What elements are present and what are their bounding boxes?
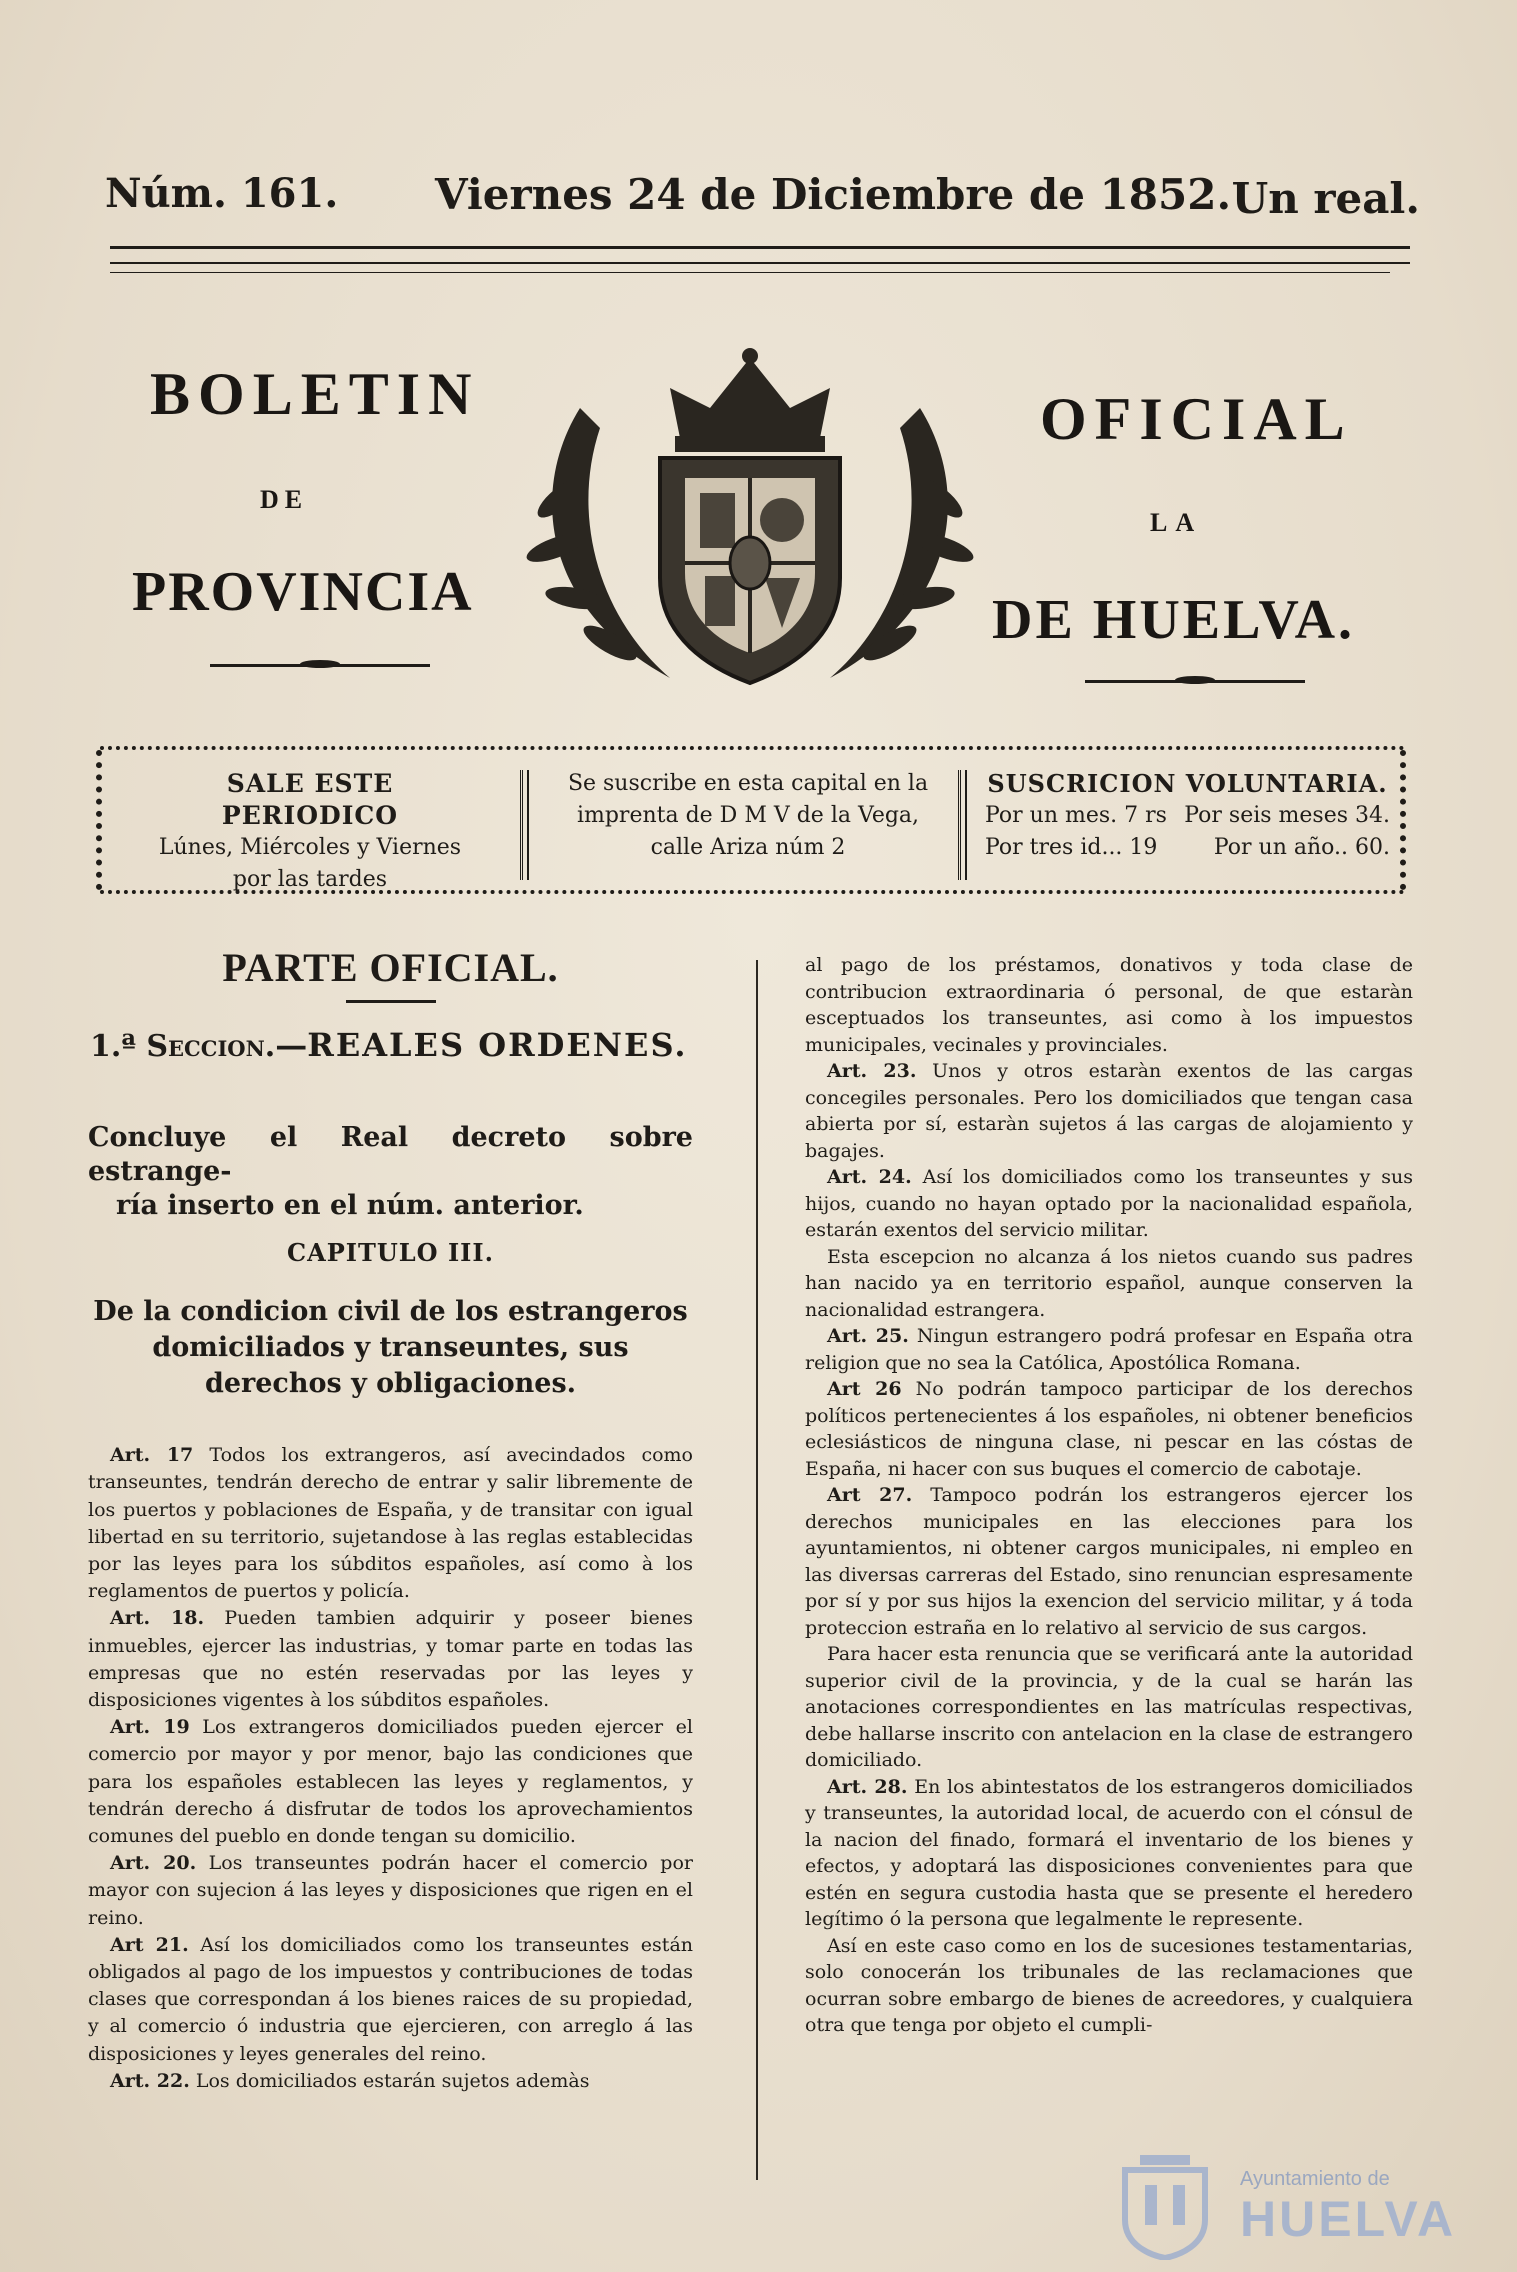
article-21	[88, 1932, 693, 2068]
article-17	[88, 1442, 693, 1605]
article-22	[88, 2068, 693, 2095]
article-20	[88, 1850, 693, 1932]
masthead-line	[105, 170, 1420, 230]
article-text: Pueden tambien adquirir y poseer bienes inmuebles, ejercer las industrias, y tomar parte en todas las empresas que no estén reservadas por las leyes y disposiciones vigentes à los súbditos españoles.	[88, 1607, 693, 1712]
article-label: Art. 18.	[110, 1607, 205, 1630]
article-24-paragraph: Esta escepcion no alcanza á los nietos cuando sus padres han nacido ya en territorio español, aunque conserven la nacionalidad estrangera.	[805, 1245, 1413, 1321]
info-box-separator	[520, 770, 529, 880]
article-19	[88, 1714, 693, 1850]
section-heading-reales-ordenes	[88, 1025, 693, 1067]
prices-row	[985, 800, 1390, 832]
article-text: Así los domiciliados como los transeuntes están obligados al pago de los impuestos y contribuciones de todas clases que correspondan á los bienes raices de su propiedad, y al comercio ó industria que ejercieren, con arreglo á las disposiciones y leyes generales del reino.	[88, 1933, 694, 2065]
article-text: Todos los extrangeros, así avecindados como transeuntes, tendrán derecho de entrar y salir libremente de los puertos y poblaciones de España, y de transitar con igual libertad en su territorio, sujetandose à las reglas establecidas por las leyes para los súbditos españoles, así como à los reglamentos de puertos y policía.	[88, 1444, 693, 1603]
royal-coat-of-arms-icon	[520, 348, 980, 698]
reales-ordenes-label: REALES ORDENES.	[307, 1026, 688, 1064]
schedule-time: por las tardes	[232, 867, 388, 892]
article-27	[805, 1482, 1413, 1641]
info-box-border	[100, 746, 1405, 750]
article-text: Ningun estrangero podrá profesar en España otra religion que no sea la Católica, Apostólica Romana.	[805, 1325, 1413, 1374]
article-label: Art. 23.	[827, 1060, 917, 1082]
heading-rule	[346, 1000, 436, 1003]
info-box-border	[1400, 750, 1406, 890]
left-column	[88, 944, 693, 2095]
article-label: Art 26	[827, 1378, 902, 1400]
article-28	[805, 1774, 1413, 1933]
publication-schedule	[140, 768, 480, 896]
article-label: Art. 20.	[110, 1852, 197, 1875]
price-month: Por un mes. 7 rs	[985, 803, 1167, 828]
decree-note	[88, 1121, 693, 1223]
chapter-title: De la condicion civil de los estrangeros domiciliados y transeuntes, sus derechos y obligaciones.	[93, 1296, 688, 1400]
issue-price: Un real.	[1231, 174, 1420, 223]
article-25	[805, 1323, 1413, 1376]
dash: —	[275, 1026, 308, 1064]
subscription-place-line: Se suscribe en esta capital en la	[567, 771, 929, 796]
title-la: LA	[1150, 508, 1203, 537]
subscription-place	[548, 768, 948, 864]
schedule-days: Lúnes, Miércoles y Viernes	[158, 835, 462, 860]
subscription-place-line: calle Ariza núm 2	[650, 835, 846, 860]
article-26	[805, 1376, 1413, 1482]
article-label: Art. 17	[110, 1444, 194, 1467]
title-de: DE	[260, 485, 309, 514]
article-22-continued: al pago de los préstamos, donativos y toda clase de contribucion extraordinaria ó personal, de que estaràn esceptuados los transeuntes, asi como à los impuestos municipales, vecinales y provinciales.	[805, 954, 1413, 1056]
decree-note-line: Concluye el Real decreto sobre estrange-	[88, 1122, 693, 1187]
watermark-title: HUELVA	[1240, 2191, 1457, 2247]
info-box-border	[96, 750, 102, 890]
seccion-label: 1.ª Seccion.	[90, 1029, 276, 1064]
title-ornament	[300, 660, 340, 668]
article-24	[805, 1164, 1413, 1244]
article-text: No podrán tampoco participar de los derechos políticos pertenecientes á los españoles, ni obtener beneficios eclesiásticos de ninguna clase, ni pescar en las cóstas de España, ni hacer con sus buques el comercio de cabotaje.	[805, 1378, 1413, 1480]
issue-number: Núm. 161.	[105, 170, 339, 217]
article-label: Art. 28.	[827, 1775, 908, 1798]
masthead-rule	[110, 272, 1390, 273]
title-huelva: DE HUELVA.	[992, 589, 1356, 651]
price-three-months: Por tres id... 19	[985, 835, 1158, 860]
article-28-paragraph: Así en este caso como en los de sucesiones testamentarias, solo conocerán los tribunales de las reclamaciones que ocurran sobre embargo de bienes de acreedores, y cualquiera otra que tenga por objeto el cumpli-	[805, 1934, 1413, 2036]
prices-heading: SUSCRICION VOLUNTARIA.	[987, 769, 1388, 798]
article-label: Art. 19	[110, 1716, 190, 1739]
article-27-paragraph: Para hacer esta renuncia que se verificará ante la autoridad superior civil de la provincia, y de la cual se harán las anotaciones correspondientes en las matrículas respectivas, debe hallarse inscrito con antelacion en la clase de estrangero domiciliado.	[805, 1643, 1413, 1771]
article-18	[88, 1605, 693, 1714]
article-label: Art. 22.	[110, 2069, 190, 2092]
issue-date: Viernes 24 de Diciembre de 1852.	[435, 170, 1232, 219]
article-text: En los abintestatos de los estrangeros domiciliados y transeuntes, la autoridad local, de acuerdo con el cónsul de la nacion del finado, formará el inventario de los bienes y efectos, y adoptará las disposiciones convenientes para que estén en segura custodia hasta que se presente el heredero legítimo ó la persona que legalmente le represente.	[805, 1775, 1413, 1930]
decree-note-line: ría inserto en el núm. anterior.	[116, 1190, 584, 1221]
schedule-heading: SALE ESTE PERIODICO	[221, 769, 399, 830]
article-label: Art 27.	[827, 1484, 913, 1506]
masthead-rule	[110, 262, 1410, 264]
price-year: Por un año.. 60.	[1213, 835, 1390, 860]
prices-row	[985, 832, 1390, 864]
title-provincia: PROVINCIA	[132, 561, 474, 623]
article-label: Art. 25.	[827, 1325, 909, 1347]
chapter-heading: CAPITULO III.	[287, 1238, 494, 1267]
title-boletin: BOLETIN	[150, 361, 480, 427]
info-box-separator	[958, 770, 967, 880]
title-oficial: OFICIAL	[1040, 386, 1353, 452]
masthead-rule	[110, 246, 1410, 249]
article-text: Los extrangeros domiciliados pueden ejercer el comercio por mayor y por menor, bajo las condiciones que para los españoles establecen las leyes y reglamentos, y tendrán derecho á disfrutar de todos los aprovechamientos comunes del pueblo en donde tengan su domicilio.	[88, 1716, 693, 1848]
article-text: Tampoco podrán los estrangeros ejercer los derechos municipales en las elecciones para los ayuntamientos, ni obtener cargos municipales, ni empleo en las diversas carreras del Estado, sino renuncian espresamente por sí y por sus hijos la exencion del servicio militar, y á toda proteccion estraña en lo relativo al servicio de sus cargos.	[805, 1484, 1413, 1639]
article-text: Así los domiciliados como los transeuntes y sus hijos, cuando no hayan optado por la nacionalidad española, estarán exentos del servicio militar.	[805, 1166, 1413, 1241]
subscription-place-line: imprenta de D M V de la Vega,	[576, 803, 920, 828]
article-text: Unos y otros estaràn exentos de las cargas concegiles personales. Pero los domiciliados que tengan casa abierta por sí, estaràn sujetos á las cargas de alojamiento y bagajes.	[805, 1060, 1413, 1162]
subscription-prices	[985, 768, 1390, 864]
article-text: Los transeuntes podrán hacer el comercio por mayor con sujecion á las leyes y disposiciones que rigen en el reino.	[88, 1852, 693, 1929]
section-heading-parte-oficial: PARTE OFICIAL.	[222, 945, 559, 990]
right-column	[805, 952, 1413, 2039]
ayuntamiento-logo-icon	[1115, 2150, 1215, 2260]
price-six-months: Por seis meses 34.	[1184, 803, 1390, 828]
watermark-label: Ayuntamiento de	[1240, 2168, 1390, 2190]
article-text: Los domiciliados estarán sujetos ademàs	[195, 2069, 590, 2092]
article-label: Art 21.	[110, 1933, 189, 1956]
article-label: Art. 24.	[827, 1166, 912, 1188]
column-divider	[756, 960, 758, 2180]
article-23	[805, 1058, 1413, 1164]
title-ornament	[1175, 676, 1215, 684]
